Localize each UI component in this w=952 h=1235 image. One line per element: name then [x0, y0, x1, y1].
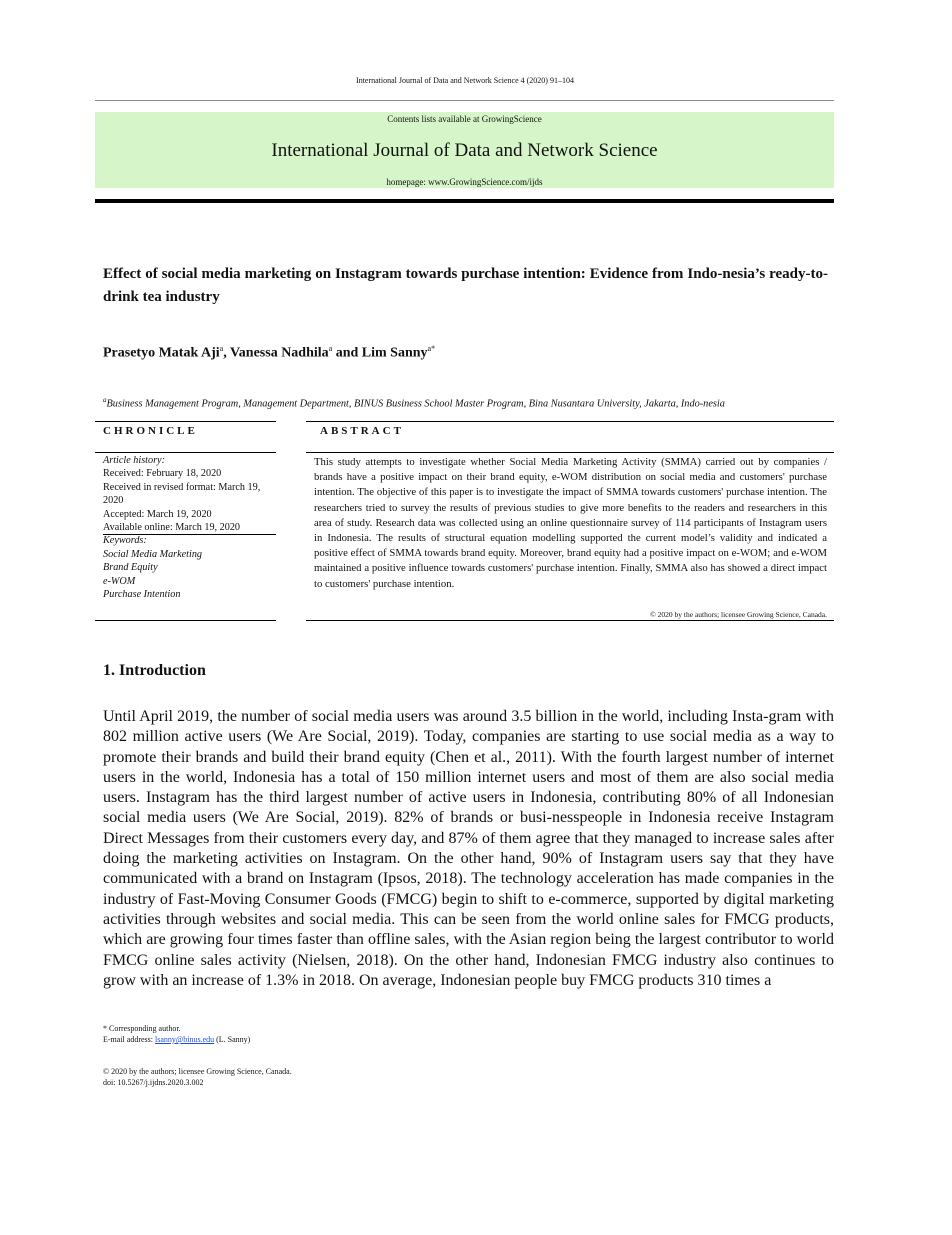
- author-separator: ,: [223, 345, 230, 361]
- keyword-item: Brand Equity: [103, 562, 158, 574]
- abstract-heading: ABSTRACT: [320, 425, 404, 437]
- chronicle-heading: CHRONICLE: [103, 425, 198, 437]
- author-name: Lim Sanny: [361, 345, 428, 361]
- affiliation-text: Business Management Program, Management Department, BINUS Business School Master Program, Bina Nusantara University, Jakarta, Indo-nesia: [106, 398, 725, 410]
- history-revised: Received in revised format: March 19, 2020: [103, 481, 261, 507]
- author-name: Prasetyo Matak Aji: [103, 345, 220, 361]
- keyword-item: Purchase Intention: [103, 589, 181, 601]
- journal-banner: [95, 112, 834, 188]
- affiliation: [103, 394, 833, 410]
- article-title: Effect of social media marketing on Instagram towards purchase intention: Evidence from Indo-nesia’s ready-to-drink tea industry: [103, 266, 828, 305]
- journal-name: International Journal of Data and Network Science: [271, 140, 658, 161]
- author-name: Vanessa Nadhila: [229, 345, 329, 361]
- email-suffix: (L. Sanny): [214, 1035, 251, 1044]
- section-heading-introduction: 1. Introduction: [103, 662, 206, 679]
- footnote-license: [103, 1066, 292, 1088]
- running-head: International Journal of Data and Network Science 4 (2020) 91–104: [356, 76, 574, 85]
- author-separator: and: [332, 345, 362, 361]
- abstract-text: This study attempts to investigate whether Social Media Marketing Activity (SMMA) carried out by companies / brands have a positive impact on their brand equity, e-WOM distribution on social media and customers' purchase intention. The objective of this paper is to investigate the impact of SMMA towards customers' purchase intention. The researchers tried to survey the results of previous studies to give more benefits to the readers and researchers in this area of study. Research data was collected using an online questionnaire survey of 114 participants of Instagram users in Indonesia. The results of structural equation modelling supported the current model’s validity and indicated a positive effect of SMMA towards brand equity. Moreover, brand equity had a positive impact on e-WOM; and e-WOM maintained a positive influence towards customers' purchase intention. Finally, SMMA also has showed a direct impact to customers' purchase intention.: [314, 456, 827, 590]
- history-accepted: Accepted: March 19, 2020: [103, 508, 212, 520]
- email-label: E-mail address:: [103, 1035, 155, 1044]
- chronicle-divider: [103, 534, 276, 535]
- article-history-label: Article history:: [103, 455, 165, 466]
- author-affil-marker: a: [219, 344, 224, 353]
- chronicle-header-rule: [95, 452, 276, 453]
- license-copyright: © 2020 by the authors; licensee Growing Science, Canada.: [103, 1067, 292, 1076]
- email-line: [103, 1034, 250, 1045]
- keyword-item: Social Media Marketing: [103, 548, 203, 560]
- author-affil-marker: a*: [427, 344, 436, 353]
- footnote-corresponding: [103, 1023, 250, 1045]
- banner-thick-rule: [95, 199, 834, 203]
- keyword-item: e-WOM: [103, 575, 136, 587]
- introduction-paragraph: Until April 2019, the number of social media users was around 3.5 billion in the world, including Insta-gram with 802 million active users (We Are Social, 2019). Today, companies are starting to use social media as a way to promote their brands and build their brand equity (Chen et al., 2011). With the fourth largest number of internet users in the world, Indonesia has a total of 150 million internet users and most of them are also social media users. Instagram has the third largest number of active users in Indonesia, contributing 80% of all Indonesian social media users (We Are Social, 2019). 82% of brands or busi-nesspeople in Indonesia receive Instagram Direct Messages from their customers every day, and 87% of them agree that they managed to increase sales after doing the marketing activities on Instagram. On the other hand, 90% of Instagram users say that they have communicated with a brand on Instagram (Ipsos, 2018). The technology acceleration has made companies in the industry of Fast-Moving Consumer Goods (FMCG) begin to shift to e-commerce, supported by digital marketing activities through websites and social media. This can be seen from the world online sales for FMCG products, which are growing four times faster than offline sales, with the Asian region being the largest contributor to world FMCG online sales activity (Nielsen, 2018). On the other hand, Indonesian FMCG industry also continues to grow with an increase of 1.3% in 2018. On average, Indonesian people buy FMCG products 310 times a: [103, 708, 834, 989]
- corresponding-author-note: * Corresponding author.: [103, 1024, 181, 1033]
- abstract-top-rule: [306, 421, 834, 422]
- history-online: Available online: March 19, 2020: [103, 522, 241, 534]
- abstract-copyright: © 2020 by the authors; licensee Growing Science, Canada.: [650, 610, 827, 619]
- doi[interactable]: doi: 10.5267/j.ijdns.2020.3.002: [103, 1078, 204, 1087]
- history-received: Received: February 18, 2020: [103, 468, 222, 480]
- chronicle-panel: [103, 454, 278, 601]
- header-divider: [95, 100, 834, 101]
- chronicle-top-rule: [95, 421, 276, 422]
- abstract-bottom-rule: [306, 620, 834, 621]
- contents-line: Contents lists available at GrowingScience: [387, 114, 542, 124]
- journal-homepage[interactable]: homepage: www.GrowingScience.com/ijds: [386, 177, 543, 187]
- abstract-header-rule: [306, 452, 834, 453]
- keywords-label: Keywords:: [103, 535, 147, 547]
- author-affil-marker: a: [328, 344, 333, 353]
- affiliation-marker: a: [103, 396, 107, 404]
- author-list: [103, 344, 435, 362]
- email-link[interactable]: lsanny@binus.edu: [154, 1035, 215, 1044]
- chronicle-bottom-rule: [95, 620, 276, 621]
